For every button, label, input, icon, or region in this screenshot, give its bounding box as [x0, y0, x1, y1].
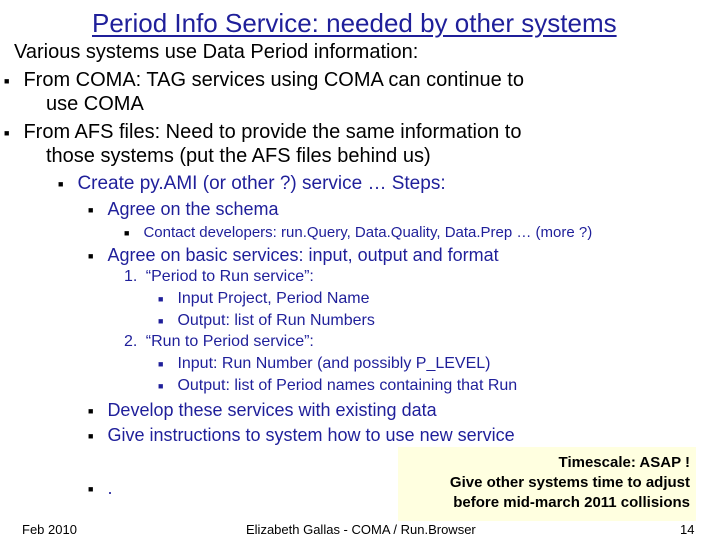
dot-item — [88, 478, 112, 499]
item1-output-text: Output: list of Run Numbers — [177, 312, 375, 329]
bullet-square-icon: ■ — [158, 380, 164, 391]
footer-date: Feb 2010 — [22, 522, 77, 537]
item1-input-text: Input Project, Period Name — [177, 290, 370, 307]
bullet-square-icon: ■ — [88, 406, 94, 417]
bullet-square-icon: ■ — [4, 127, 10, 138]
create-service-text: Create py.AMI (or other ?) service … Steps: — [77, 173, 446, 194]
dot-text: . — [107, 478, 113, 498]
item2-output — [158, 377, 517, 395]
bullet-coma-line1: From COMA: TAG services using COMA can continue to — [23, 69, 524, 91]
footer-author: Elizabeth Gallas - COMA / Run.Browser — [246, 522, 476, 537]
bullet-square-icon: ■ — [88, 431, 94, 442]
item-number: 2. — [124, 333, 138, 350]
contact-text: Contact developers: run.Query, Data.Quality, Data.Prep … (more ?) — [143, 224, 593, 241]
bullet-coma — [4, 68, 524, 93]
item-label: “Period to Run service”: — [145, 268, 314, 285]
bullet-square-icon: ■ — [4, 75, 10, 86]
item-number: 1. — [124, 268, 138, 285]
callout-line-3: before mid-march 2011 collisions — [453, 494, 690, 511]
item1-input — [158, 290, 370, 308]
agree-services-text: Agree on basic services: input, output and format — [107, 245, 499, 265]
slide-title: Period Info Service: needed by other systems — [92, 8, 617, 38]
develop-item — [88, 400, 437, 421]
bullet-square-icon: ■ — [158, 358, 164, 369]
contact-item — [124, 224, 592, 241]
intro-text: Various systems use Data Period information: — [14, 41, 419, 63]
agree-schema-text: Agree on the schema — [107, 199, 279, 219]
create-service-item — [58, 173, 446, 195]
agree-services-item — [88, 245, 499, 266]
bullet-square-icon: ■ — [88, 205, 94, 216]
instructions-text: Give instructions to system how to use new service — [107, 425, 515, 445]
bullet-afs-cont: those systems (put the AFS files behind us) — [46, 145, 431, 167]
item-label: “Run to Period service”: — [145, 333, 314, 350]
agree-schema-item — [88, 199, 279, 220]
item2-input-text: Input: Run Number (and possibly P_LEVEL) — [177, 355, 491, 372]
callout-line-1: Timescale: ASAP ! — [558, 454, 690, 471]
numbered-item-2 — [124, 333, 314, 351]
develop-text: Develop these services with existing data — [107, 400, 437, 420]
bullet-afs-line1: From AFS files: Need to provide the same information to — [23, 121, 522, 143]
bullet-square-icon: ■ — [88, 251, 94, 262]
numbered-item-1 — [124, 268, 314, 286]
footer-page-number: 14 — [680, 522, 695, 537]
item1-output — [158, 312, 375, 330]
item2-input — [158, 355, 491, 373]
bullet-square-icon: ■ — [58, 178, 64, 189]
bullet-square-icon: ■ — [124, 228, 130, 239]
instructions-item — [88, 425, 515, 446]
bullet-square-icon: ■ — [158, 293, 164, 304]
bullet-coma-cont: use COMA — [46, 93, 144, 115]
bullet-square-icon: ■ — [88, 484, 94, 495]
bullet-afs — [4, 120, 521, 145]
callout-line-2: Give other systems time to adjust — [449, 474, 690, 491]
timescale-callout — [398, 447, 696, 521]
bullet-square-icon: ■ — [158, 315, 164, 326]
item2-output-text: Output: list of Period names containing that Run — [177, 377, 518, 394]
